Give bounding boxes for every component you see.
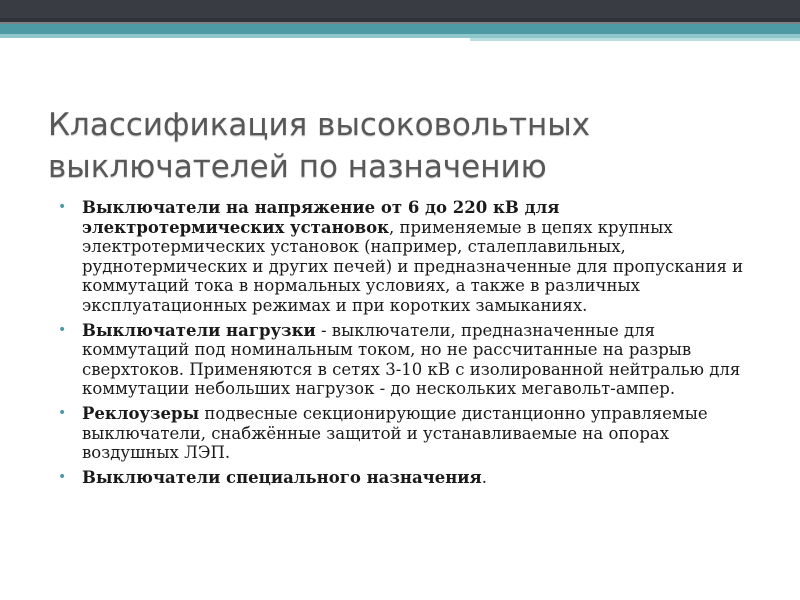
bullet-icon: • xyxy=(58,404,67,421)
header-bar-teal xyxy=(0,24,800,34)
bullet-item xyxy=(58,321,758,399)
slide-title: Классификация высоковольтных выключателей по назначению xyxy=(48,107,591,185)
bullet-body-text: - выключатели, предназначенные для коммутаций под номинальным током, но не рассчитанные на разрыв сверхтоков. Применяются в сетях 3-10 кВ с изолированной нейтралью для коммутации небольших нагрузок - до нескольких мегавольт-ампер. xyxy=(82,320,741,399)
bullet-icon: • xyxy=(58,199,67,215)
bullet-body-text: подвесные секционирующие дистанционно управляемые выключатели, снабжённые защитой и устанавливаемые на опорах воздушных ЛЭП. xyxy=(82,403,708,463)
bullet-item xyxy=(58,198,758,316)
bullet-bold-text: Выключатели специального назначения xyxy=(82,467,482,487)
bullet-item xyxy=(58,404,758,463)
bullet-bold-text: Выключатели нагрузки xyxy=(82,320,316,340)
bullet-body-text: . xyxy=(481,467,487,487)
bullet-list xyxy=(58,198,758,492)
bullet-icon: • xyxy=(58,321,67,338)
bullet-bold-text: Выключатели на напряжение от 6 до 220 кВ для электротермических установок xyxy=(82,198,560,237)
bullet-bold-text: Реклоузеры xyxy=(82,403,200,423)
bullet-body-text: , применяемые в цепях крупных электротермических установок (например, сталеплавильных, руднотермических и других печей) и предназначенные для пропускания и коммутаций тока в нормальных условиях, а также в различных эксплуатационных режимах и при коротких замыканиях. xyxy=(82,217,744,315)
header-bar-teal-accent xyxy=(470,38,800,41)
bullet-icon: • xyxy=(58,468,67,485)
bullet-item xyxy=(58,468,758,488)
